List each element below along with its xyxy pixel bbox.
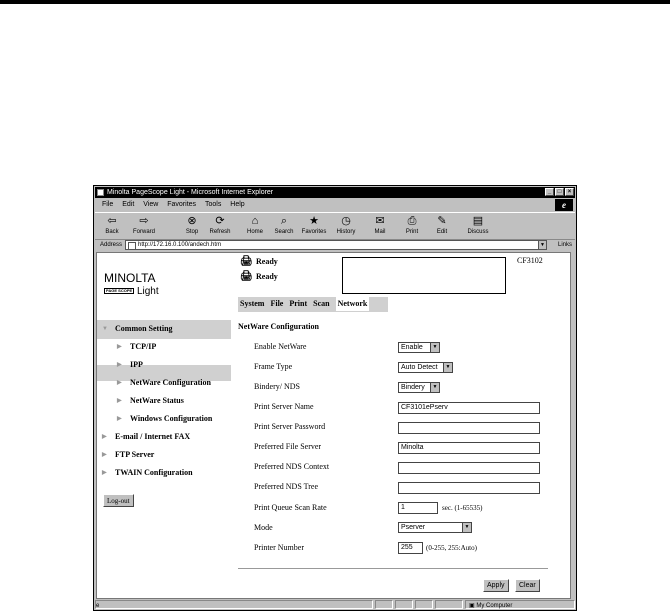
- form-divider: [238, 568, 548, 569]
- frame-type-select[interactable]: Auto Detect ▼: [398, 362, 453, 373]
- sidebar-item-twain-configuration[interactable]: ▶ TWAIN Configuration: [102, 468, 193, 477]
- search-icon: ⌕: [280, 215, 288, 227]
- menu-help[interactable]: Help: [230, 201, 245, 208]
- refresh-button[interactable]: ⟳ Refresh: [207, 214, 233, 236]
- print-server-password-input[interactable]: [398, 422, 540, 434]
- minimize-button[interactable]: _: [545, 188, 554, 196]
- edit-icon: ✎: [437, 215, 447, 227]
- print-server-name-label: Print Server Name: [254, 402, 314, 411]
- zone-label: My Computer: [476, 603, 513, 609]
- pagescope-logo: [104, 285, 159, 298]
- print-server-name-input[interactable]: CF3101ePserv: [398, 402, 540, 414]
- chevron-right-icon: ▶: [117, 362, 122, 368]
- status-cell-3: [395, 600, 413, 609]
- logout-button[interactable]: Log-out: [103, 494, 134, 507]
- menu-view[interactable]: View: [143, 201, 159, 208]
- stop-icon: ⊗: [187, 215, 197, 227]
- stop-button[interactable]: ⊗ Stop: [179, 214, 205, 236]
- sidebar-item-email-internet-fax[interactable]: ▶ E-mail / Internet FAX: [102, 432, 191, 441]
- print-server-password-label: Print Server Password: [254, 422, 326, 431]
- print-icon: ⎙: [407, 215, 417, 227]
- pagescope-box: PAGE SCOPE: [106, 288, 133, 294]
- page-icon: [128, 242, 136, 250]
- search-button[interactable]: ⌕ Search: [271, 214, 297, 236]
- address-dropdown-icon[interactable]: ▼: [538, 240, 547, 250]
- address-bar: [95, 239, 575, 251]
- status-row-1: [240, 256, 278, 267]
- home-button[interactable]: ⌂ Home: [242, 214, 268, 236]
- chevron-down-icon: ▼: [430, 383, 439, 392]
- sidebar-item-netware-configuration[interactable]: ▶ NetWare Configuration: [117, 378, 211, 387]
- mode-label: Mode: [254, 523, 273, 532]
- printer-number-hint: (0-255, 255:Auto): [426, 544, 477, 552]
- ie-logo-icon: e: [555, 199, 573, 211]
- mode-select[interactable]: Pserver ▼: [398, 522, 472, 533]
- logo: [104, 272, 159, 298]
- computer-icon: ▣: [469, 603, 477, 609]
- close-button[interactable]: ×: [565, 188, 574, 196]
- enable-netware-select[interactable]: Enable ▼: [398, 342, 440, 353]
- chevron-right-icon: ▶: [117, 398, 122, 404]
- tab-print[interactable]: Print: [289, 299, 308, 308]
- edit-button[interactable]: ✎ Edit: [429, 214, 455, 236]
- page-content: [96, 252, 571, 599]
- section-title: NetWare Configuration: [238, 322, 319, 331]
- menu-favorites[interactable]: Favorites: [167, 201, 197, 208]
- address-label: Address: [100, 242, 123, 248]
- sidebar-item-tcpip[interactable]: ▶ TCP/IP: [117, 342, 157, 351]
- status-line-2: Ready: [256, 272, 278, 281]
- scan-rate-hint: sec. (1-65535): [442, 504, 483, 512]
- address-url: http://172.16.0.100/andech.htm: [138, 242, 222, 248]
- sidebar-item-ftp-server[interactable]: ▶ FTP Server: [102, 450, 155, 459]
- browser-window: [93, 185, 577, 611]
- back-arrow-icon: ⇦: [107, 215, 117, 227]
- status-cell-main: [95, 600, 373, 609]
- home-icon: ⌂: [251, 215, 259, 227]
- history-button[interactable]: ◷ History: [333, 214, 359, 236]
- menu-tools[interactable]: Tools: [205, 201, 222, 208]
- page-top-rule: [0, 0, 670, 4]
- printer-icon: 🖨: [240, 256, 253, 267]
- clear-button[interactable]: Clear: [515, 579, 540, 592]
- back-button[interactable]: ⇦ Back: [99, 214, 125, 236]
- sidebar-item-common-setting[interactable]: ▼ Common Setting: [102, 324, 173, 333]
- apply-button[interactable]: Apply: [483, 579, 509, 592]
- scan-rate-label: Print Queue Scan Rate: [254, 503, 327, 512]
- favorites-icon: ★: [309, 215, 319, 227]
- preferred-nds-tree-input[interactable]: [398, 482, 540, 494]
- chevron-right-icon: ▶: [102, 470, 107, 476]
- bindery-nds-label: Bindery/ NDS: [254, 382, 300, 391]
- preferred-nds-tree-label: Preferred NDS Tree: [254, 482, 318, 491]
- ie-page-icon: e: [96, 603, 100, 609]
- sidebar-item-windows-configuration[interactable]: ▶ Windows Configuration: [117, 414, 213, 423]
- maximize-button[interactable]: □: [555, 188, 564, 196]
- sidebar: [97, 253, 231, 598]
- status-cell-4: [415, 600, 433, 609]
- tab-scan[interactable]: Scan: [313, 299, 330, 308]
- chevron-right-icon: ▶: [117, 344, 122, 350]
- window-title: Minolta PageScope Light - Microsoft Internet Explorer: [107, 189, 274, 196]
- model-name: CF3102: [517, 256, 543, 265]
- print-button[interactable]: ⎙ Print: [399, 214, 425, 236]
- frame-type-label: Frame Type: [254, 362, 293, 371]
- printer-icon: 🖨: [240, 271, 253, 282]
- status-message-panel: [342, 257, 506, 294]
- history-icon: ◷: [341, 215, 351, 227]
- printer-number-input[interactable]: 255: [398, 542, 423, 554]
- tab-bar: [238, 297, 388, 312]
- status-line-1: Ready: [256, 257, 278, 266]
- chevron-right-icon: ▶: [117, 380, 122, 386]
- status-cell-5: [435, 600, 463, 609]
- main-panel: [238, 253, 570, 598]
- toolbar: [95, 212, 575, 240]
- status-bar: [95, 600, 575, 610]
- title-bar: [95, 187, 575, 198]
- tab-system[interactable]: System: [240, 299, 265, 308]
- chevron-down-icon: ▼: [102, 326, 108, 332]
- menu-file[interactable]: File: [102, 201, 114, 208]
- sidebar-item-netware-status[interactable]: ▶ NetWare Status: [117, 396, 184, 405]
- forward-button[interactable]: ⇨ Forward: [132, 215, 155, 235]
- status-row-2: [240, 271, 278, 282]
- product-name: Light: [136, 286, 159, 297]
- bindery-nds-select[interactable]: Bindery ▼: [398, 382, 440, 393]
- preferred-nds-context-label: Preferred NDS Context: [254, 462, 330, 471]
- menu-edit[interactable]: Edit: [122, 201, 135, 208]
- chevron-right-icon: ▶: [102, 452, 107, 458]
- forward-arrow-icon: ⇨: [139, 215, 149, 227]
- discuss-icon: ▤: [472, 215, 484, 227]
- enable-netware-label: Enable NetWare: [254, 342, 307, 351]
- chevron-down-icon: ▼: [430, 343, 439, 352]
- chevron-down-icon: ▼: [443, 363, 452, 372]
- address-input[interactable]: [125, 240, 542, 250]
- status-cell-zone: [465, 600, 575, 609]
- sidebar-item-ipp[interactable]: ▶ IPP: [117, 360, 143, 369]
- mail-button[interactable]: ✉ Mail: [367, 214, 393, 236]
- refresh-icon: ⟳: [215, 215, 225, 227]
- preferred-file-server-label: Preferred File Server: [254, 442, 322, 451]
- status-cell-2: [375, 600, 393, 609]
- printer-number-label: Printer Number: [254, 543, 304, 552]
- tab-file[interactable]: File: [270, 299, 284, 308]
- favorites-button[interactable]: ★ Favorites: [301, 215, 327, 235]
- menu-bar: [95, 199, 575, 211]
- preferred-file-server-input[interactable]: Minolta: [398, 442, 540, 454]
- app-icon: [97, 189, 104, 196]
- tab-network[interactable]: Network: [336, 297, 370, 311]
- mail-icon: ✉: [375, 215, 385, 227]
- minolta-logo: MINOLTA: [104, 271, 156, 285]
- discuss-button[interactable]: ▤ Discuss: [465, 214, 491, 236]
- preferred-nds-context-input[interactable]: [398, 462, 540, 474]
- chevron-down-icon: ▼: [462, 523, 471, 532]
- scan-rate-input[interactable]: 1: [398, 502, 438, 514]
- chevron-right-icon: ▶: [117, 416, 122, 422]
- chevron-right-icon: ▶: [102, 434, 107, 440]
- links-button[interactable]: Links: [557, 242, 572, 248]
